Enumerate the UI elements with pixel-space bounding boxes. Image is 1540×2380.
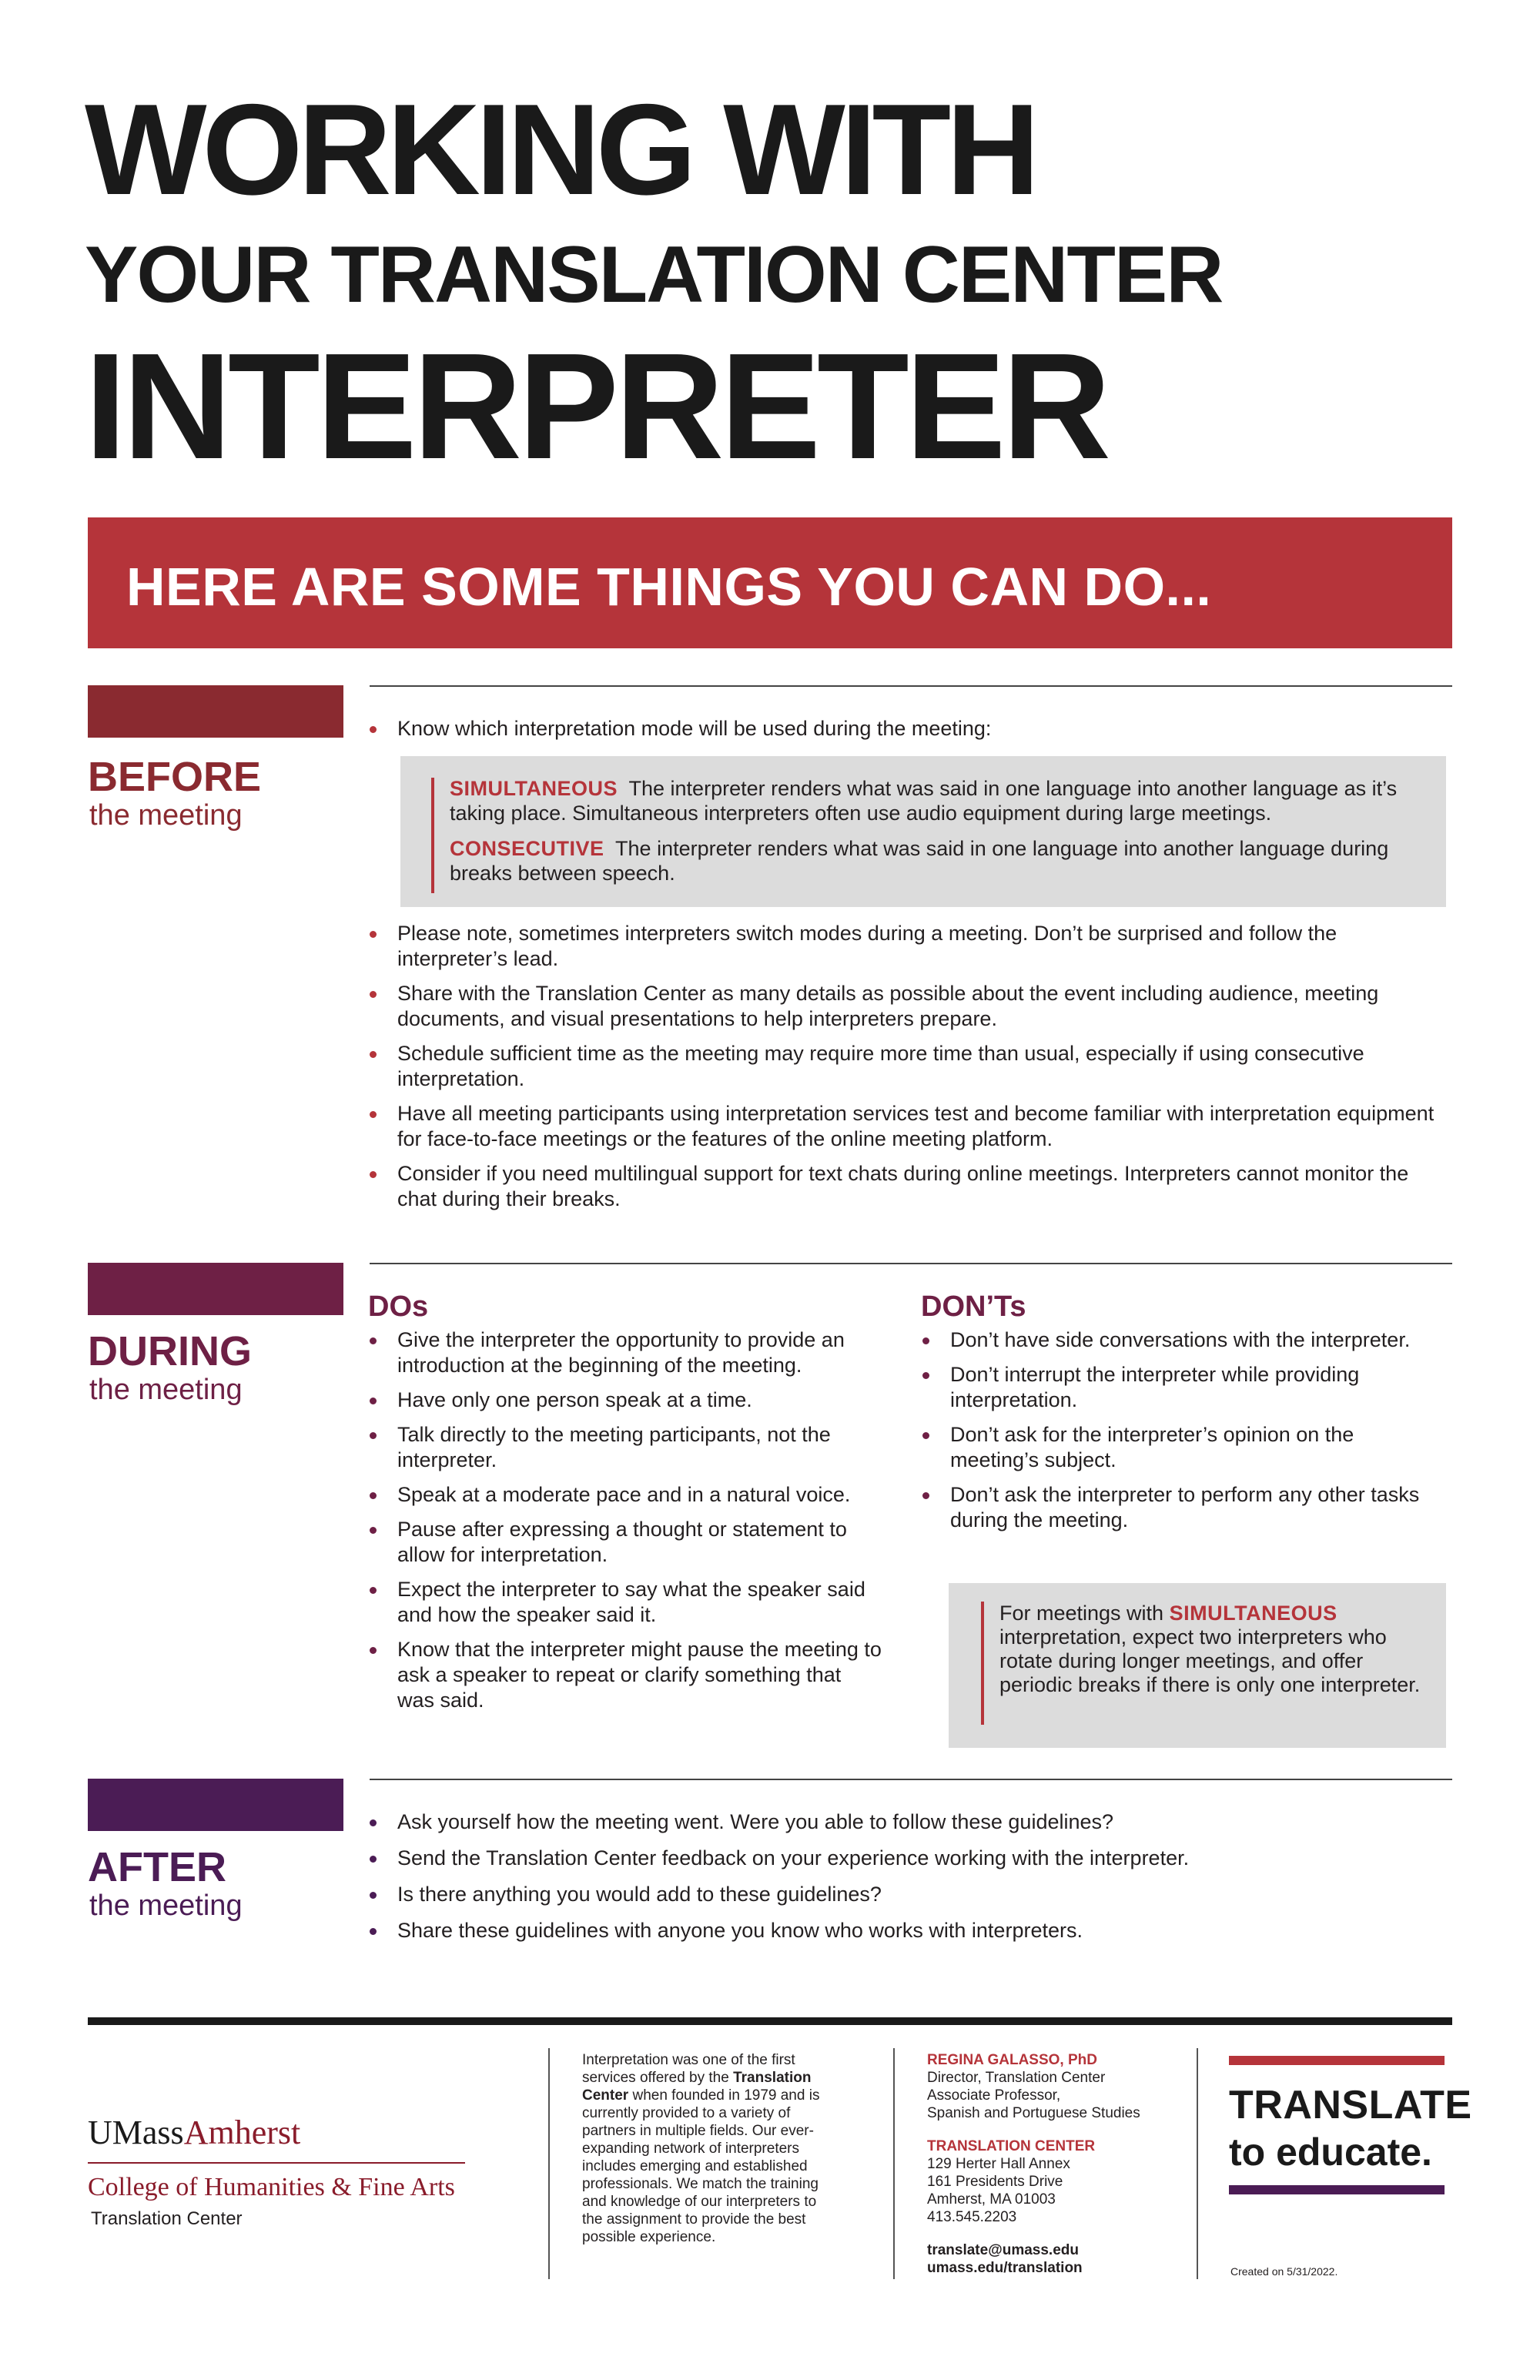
list-item: Don’t have side conversations with the interpreter. — [919, 1327, 1428, 1353]
title-line-3: INTERPRETER — [85, 322, 1108, 490]
consecutive-text: The interpreter renders what was said in one language into another language during breaks between speech. — [450, 837, 1389, 885]
footer-divider-1 — [548, 2048, 550, 2279]
note-accent — [981, 1602, 984, 1725]
modes-box-accent — [431, 778, 434, 893]
footer-divider-2 — [893, 2048, 895, 2279]
college-name: College of Humanities & Fine Arts — [88, 2173, 455, 2201]
consecutive-label: CONSECUTIVE — [450, 837, 604, 860]
translation-center-label: Translation Center — [91, 2208, 243, 2229]
logo-amherst-text: Amherst — [183, 2114, 301, 2151]
after-list — [367, 1809, 1445, 1943]
note-suffix: interpretation, expect two interpreters who rotate during longer meetings, and offer periodic breaks if there is only one interpreter. — [999, 1625, 1421, 1696]
before-list — [367, 921, 1445, 1212]
before-color-bar — [88, 685, 343, 738]
list-item: Is there anything you would add to these guidelines? — [367, 1882, 1445, 1907]
tagline-to-educate: to educate. — [1229, 2131, 1432, 2174]
logo-umass-text: UMass — [88, 2114, 184, 2151]
footer-divider-3 — [1197, 2048, 1198, 2279]
list-item: Give the interpreter the opportunity to provide an introduction at the beginning of the meeting. — [367, 1327, 882, 1378]
dos-heading: DOs — [368, 1290, 429, 1323]
contact-role-1: Director, Translation Center — [927, 2070, 1106, 2086]
list-item: Know that the interpreter might pause the meeting to ask a speaker to repeat or clarify something that was said. — [367, 1637, 882, 1713]
contact-address-1: 129 Herter Hall Annex — [927, 2156, 1070, 2172]
list-item: Share with the Translation Center as many details as possible about the event including audience, meeting documents, and visual presentations to help interpreters prepare. — [367, 981, 1445, 1032]
during-subheading: the meeting — [89, 1374, 243, 1406]
section-divider-during — [370, 1263, 1452, 1264]
contact-website[interactable]: umass.edu/translation — [927, 2260, 1083, 2276]
after-heading: AFTER — [88, 1844, 226, 1890]
footer-blurb — [582, 2051, 829, 2246]
simultaneous-definition — [450, 776, 1428, 825]
list-item: Speak at a moderate pace and in a natural voice. — [367, 1482, 882, 1508]
title-line-2: YOUR TRANSLATION CENTER — [85, 230, 1223, 320]
simultaneous-label: SIMULTANEOUS — [450, 777, 618, 800]
list-item: Have all meeting participants using interpretation services test and become familiar with interpretation equipment for face-to-face meetings or the features of the online meeting platform. — [367, 1101, 1445, 1152]
donts-heading: DON’Ts — [921, 1290, 1026, 1323]
created-date: Created on 5/31/2022. — [1230, 2265, 1338, 2278]
list-item: Ask yourself how the meeting went. Were you able to follow these guidelines? — [367, 1809, 1445, 1835]
simultaneous-text: The interpreter renders what was said in one language into another language as it’s taking place. Simultaneous interpreters often use audio equipment during large meetings. — [450, 777, 1398, 825]
list-item: Talk directly to the meeting participants, not the interpreter. — [367, 1422, 882, 1473]
donts-list — [919, 1327, 1428, 1533]
section-divider-before — [370, 685, 1452, 687]
after-color-bar — [88, 1779, 343, 1831]
contact-address-2: 161 Presidents Drive — [927, 2174, 1063, 2190]
list-item: Don’t ask the interpreter to perform any other tasks during the meeting. — [919, 1482, 1428, 1533]
list-item: Please note, sometimes interpreters switch modes during a meeting. Don’t be surprised and follow the interpreter’s lead. — [367, 921, 1445, 972]
blurb-part1: Interpretation was one of the first services offered by the — [582, 2052, 795, 2086]
section-divider-after — [370, 1779, 1452, 1780]
list-item: Share these guidelines with anyone you know who works with interpreters. — [367, 1918, 1445, 1943]
list-item: Pause after expressing a thought or statement to allow for interpretation. — [367, 1517, 882, 1568]
blurb-part2: when founded in 1979 and is currently provided to a variety of partners in multiple fields. Our ever-expanding network of interpreters includes emerging and established professionals. We match the training and knowledge of our interpreters to the assignment to provide the best possible experience. — [582, 2087, 820, 2245]
list-item: Consider if you need multilingual support for text chats during online meetings. Interpreters cannot monitor the chat during their breaks. — [367, 1161, 1445, 1212]
contact-role-2: Associate Professor, — [927, 2087, 1061, 2104]
list-item: Schedule sufficient time as the meeting may require more time than usual, especially if using consecutive interpretation. — [367, 1041, 1445, 1092]
list-item: Don’t ask for the interpreter’s opinion on the meeting’s subject. — [919, 1422, 1428, 1473]
umass-amherst-logo — [88, 2113, 300, 2152]
consecutive-definition — [450, 836, 1428, 885]
contact-phone: 413.545.2203 — [927, 2209, 1017, 2225]
contact-address-3: Amherst, MA 01003 — [927, 2191, 1056, 2208]
before-subheading: the meeting — [89, 799, 243, 832]
logo-divider — [88, 2162, 465, 2164]
blurb-bold: Translation Center — [582, 2070, 812, 2104]
title-line-1: WORKING WITH — [85, 77, 1036, 222]
note-prefix: For meetings with — [999, 1602, 1164, 1625]
footer-rule — [88, 2017, 1452, 2025]
list-item: Expect the interpreter to say what the speaker said and how the speaker said it. — [367, 1577, 882, 1628]
before-heading: BEFORE — [88, 754, 262, 800]
before-first-list — [367, 716, 1445, 741]
contact-email[interactable]: translate@umass.edu — [927, 2242, 1079, 2258]
dos-list — [367, 1327, 882, 1713]
tagline-bar-bottom — [1229, 2185, 1445, 2194]
contact-role-3: Spanish and Portuguese Studies — [927, 2105, 1140, 2121]
note-keyword: SIMULTANEOUS — [1169, 1602, 1337, 1625]
tagline-bar-top — [1229, 2056, 1445, 2065]
list-item: Send the Translation Center feedback on your experience working with the interpreter. — [367, 1846, 1445, 1871]
intro-banner — [88, 517, 1452, 648]
footer-contact — [927, 2051, 1189, 2277]
contact-org: TRANSLATION CENTER — [927, 2138, 1096, 2154]
list-item: Know which interpretation mode will be used during the meeting: — [367, 716, 1445, 741]
after-subheading: the meeting — [89, 1890, 243, 1922]
tagline-translate: TRANSLATE — [1229, 2083, 1472, 2127]
banner-text: HERE ARE SOME THINGS YOU CAN DO... — [126, 557, 1212, 617]
list-item: Have only one person speak at a time. — [367, 1387, 882, 1413]
during-color-bar — [88, 1263, 343, 1315]
simultaneous-note — [999, 1602, 1431, 1697]
list-item: Don’t interrupt the interpreter while providing interpretation. — [919, 1362, 1428, 1413]
during-heading: DURING — [88, 1328, 252, 1374]
contact-name: REGINA GALASSO, PhD — [927, 2052, 1097, 2068]
